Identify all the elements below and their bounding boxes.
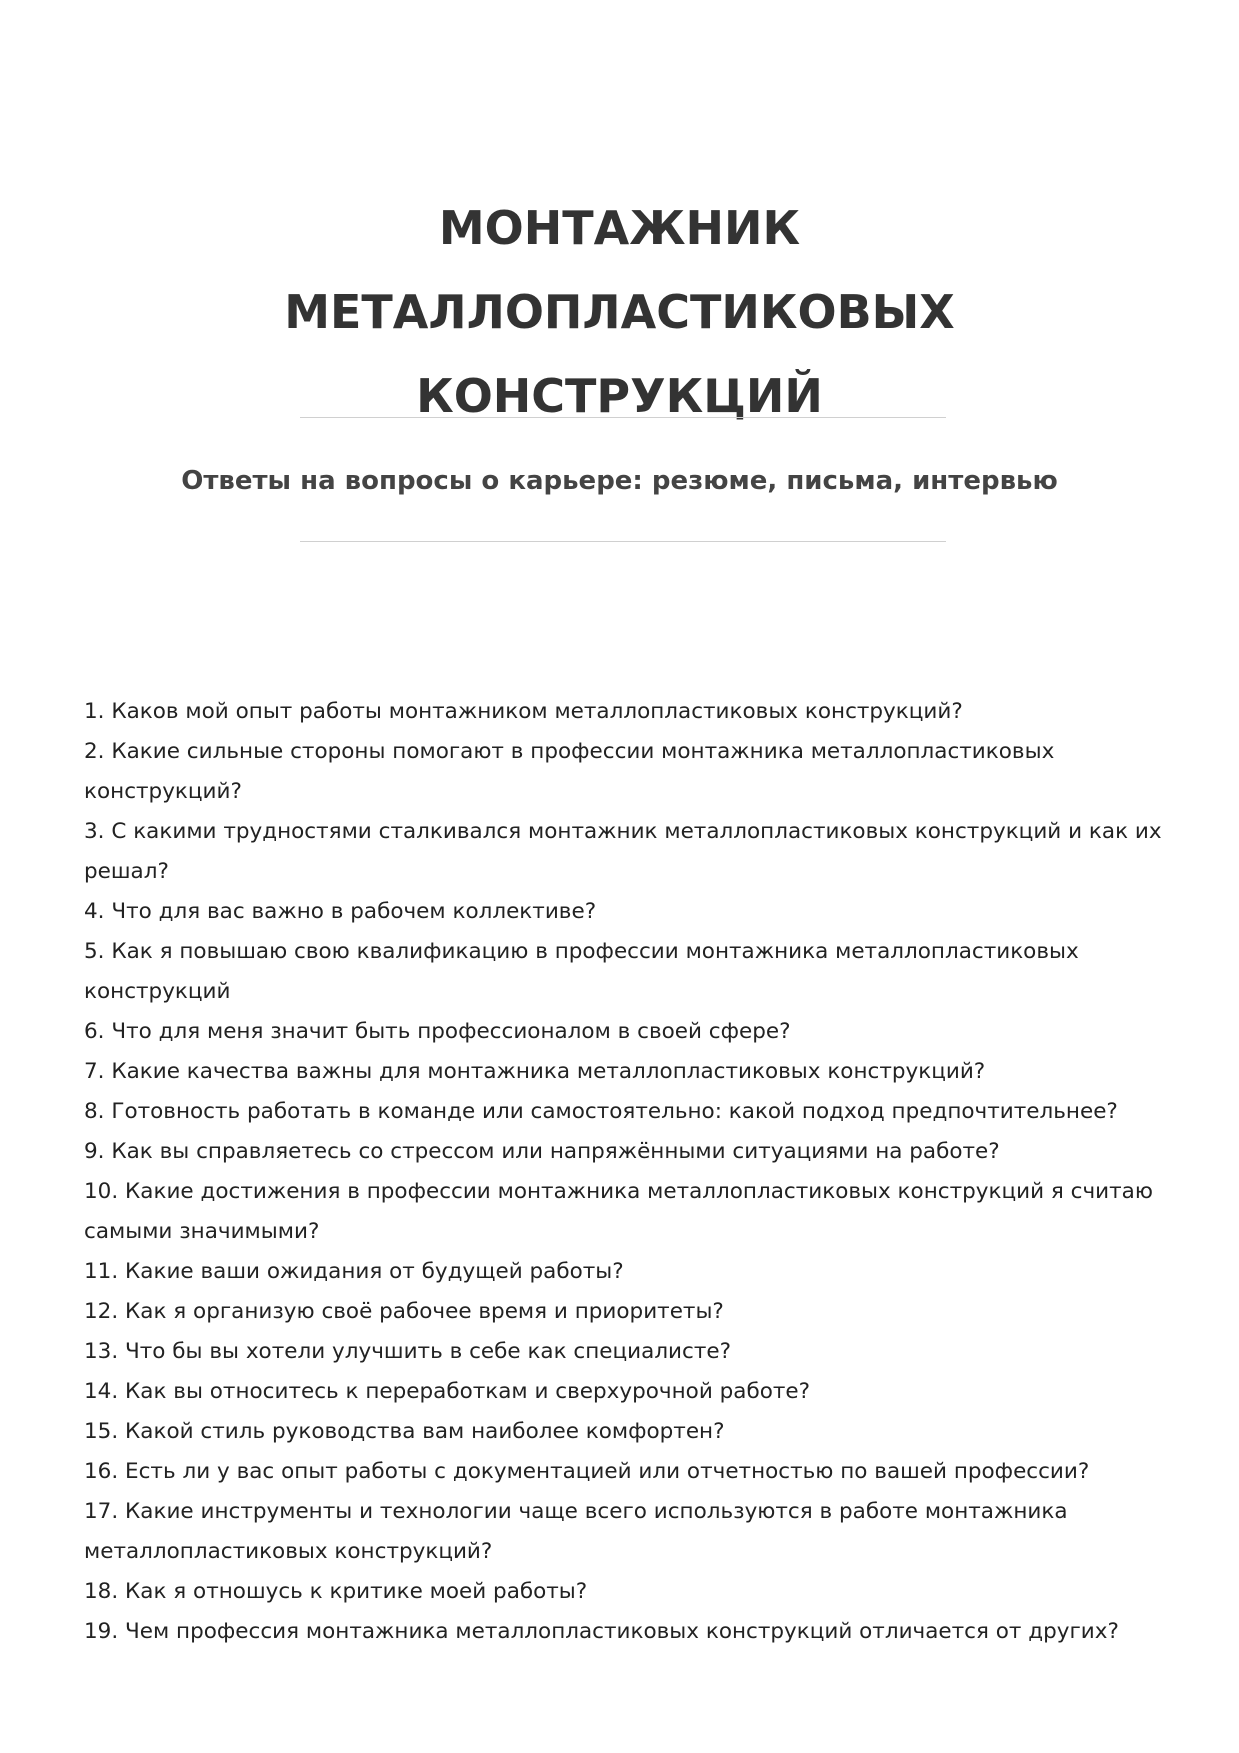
title-line-2: КОНСТРУКЦИЙ [416, 369, 823, 423]
question-item-11: 11. Какие ваши ожидания от будущей работы? [84, 1259, 624, 1284]
question-item-2: 2. Какие сильные стороны помогают в профессии монтажника металлопластиковых конструкций? [84, 739, 1055, 804]
question-item-19: 19. Чем профессия монтажника металлопластиковых конструкций отличается от других? [84, 1619, 1119, 1644]
question-item-12: 12. Как я организую своё рабочее время и приоритеты? [84, 1299, 724, 1324]
question-list [84, 692, 1164, 1652]
question-item-17: 17. Какие инструменты и технологии чаще всего используются в работе монтажника металлопластиковых конструкций? [84, 1499, 1068, 1564]
question-item-6: 6. Что для меня значит быть профессионалом в своей сфере? [84, 1019, 791, 1044]
question-item-13: 13. Что бы вы хотели улучшить в себе как специалисте? [84, 1339, 732, 1364]
question-item-16: 16. Есть ли у вас опыт работы с документацией или отчетностью по вашей профессии? [84, 1459, 1090, 1484]
question-item-1: 1. Каков мой опыт работы монтажником металлопластиковых конструкций? [84, 699, 963, 724]
question-item-7: 7. Какие качества важны для монтажника металлопластиковых конструкций? [84, 1059, 986, 1084]
question-item-8: 8. Готовность работать в команде или самостоятельно: какой подход предпочтительнее? [84, 1099, 1118, 1124]
bottom-divider [300, 541, 946, 542]
question-item-4: 4. Что для вас важно в рабочем коллективе? [84, 899, 597, 924]
question-item-3: 3. С какими трудностями сталкивался монтажник металлопластиковых конструкций и как их решал? [84, 819, 1162, 884]
document-subtitle: Ответы на вопросы о карьере: резюме, письма, интервью [181, 466, 1058, 496]
question-item-5: 5. Как я повышаю свою квалификацию в профессии монтажника металлопластиковых конструкций [84, 939, 1079, 1004]
question-item-9: 9. Как вы справляетесь со стрессом или напряжёнными ситуациями на работе? [84, 1139, 1000, 1164]
question-item-18: 18. Как я отношусь к критике моей работы? [84, 1579, 588, 1604]
document-title [100, 186, 1139, 438]
title-line-1: МОНТАЖНИК МЕТАЛЛОПЛАСТИКОВЫХ [284, 201, 955, 339]
question-item-10: 10. Какие достижения в профессии монтажника металлопластиковых конструкций я считаю самыми значимыми? [84, 1179, 1153, 1244]
question-item-14: 14. Как вы относитесь к переработкам и сверхурочной работе? [84, 1379, 811, 1404]
top-divider [300, 417, 946, 418]
question-item-15: 15. Какой стиль руководства вам наиболее комфортен? [84, 1419, 725, 1444]
